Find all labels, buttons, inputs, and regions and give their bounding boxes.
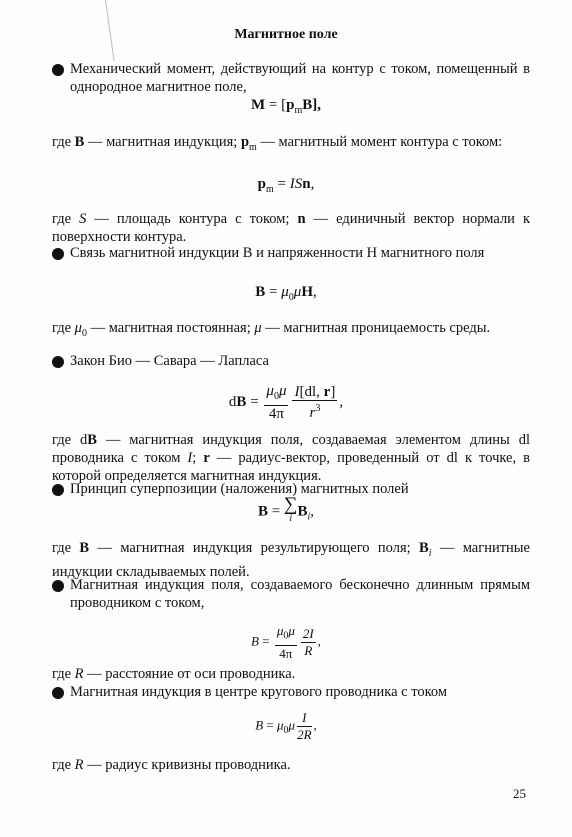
paragraph-biot-savart-def: где dB — магнитная индукция поля, создаваемая элементом длины dl проводника с током I; r — радиус-вектор, проведенный от dl к точке, в которой определяется магнитная индукция. <box>52 432 530 484</box>
formula-magnetic-moment: $p_m$ = ISn, <box>257 176 315 195</box>
paragraph-torque: Механический момент, действующий на контур с током, помещенный в однородное магнитное поле, <box>70 61 530 95</box>
paragraph-biot-savart: Закон Био — Савара — Лапласа <box>70 353 269 369</box>
formula-biot-savart: dB = $\frac{\mu_0\mu}{4\pi}$ $\frac{I[dl, r]}{r^3}$ , <box>228 383 344 422</box>
formula-torque: $M = [p_mB]$, <box>250 97 322 116</box>
paragraph-superposition: Принцип суперпозиции (наложения) магнитных полей <box>70 481 409 497</box>
page-number: 25 <box>513 786 526 801</box>
formula-superposition: B = ∑ i $B_i$, <box>257 494 315 524</box>
formula-straight-wire: B = $\frac{\mu_0\mu}{4\pi}$ $\frac{2I}{R}$ , <box>251 623 321 661</box>
paragraph-b-h-relation: Связь магнитной индукции B и напряженности H магнитного поля <box>70 245 485 261</box>
paragraph-superposition-def: где B — магнитная индукция результирующего поля; $B_i$ — магнитные индукции складываемых полей. <box>52 540 530 580</box>
paragraph-mu-def: где $\mu_0$ — магнитная постоянная; μ — магнитная проницаемость среды. <box>52 320 491 339</box>
page-title: Магнитное поле <box>234 27 338 42</box>
formula-circular-wire: $B = \mu_0\mu$ $\frac{I}{2R}$ , <box>255 710 317 742</box>
formula-b-mu-h: $B = \mu_0\mu H$, <box>255 284 317 303</box>
paragraph-straight-wire-def: где R — расстояние от оси проводника. <box>52 666 296 682</box>
paragraph-moment-def: где S — площадь контура с током; n — единичный вектор нормали к поверхности контура. <box>52 211 530 245</box>
paragraph-circular-wire-def: где R — радиус кривизны проводника. <box>52 757 291 773</box>
paragraph-torque-def: где B — магнитная индукция; $p_m$ — магнитный момент контура с током: <box>52 134 503 153</box>
paragraph-circular-wire: Магнитная индукция в центре кругового проводника с током <box>70 684 448 700</box>
paragraph-straight-wire: Магнитная индукция поля, создаваемого бесконечно длинным прямым проводником с током, <box>70 577 530 611</box>
